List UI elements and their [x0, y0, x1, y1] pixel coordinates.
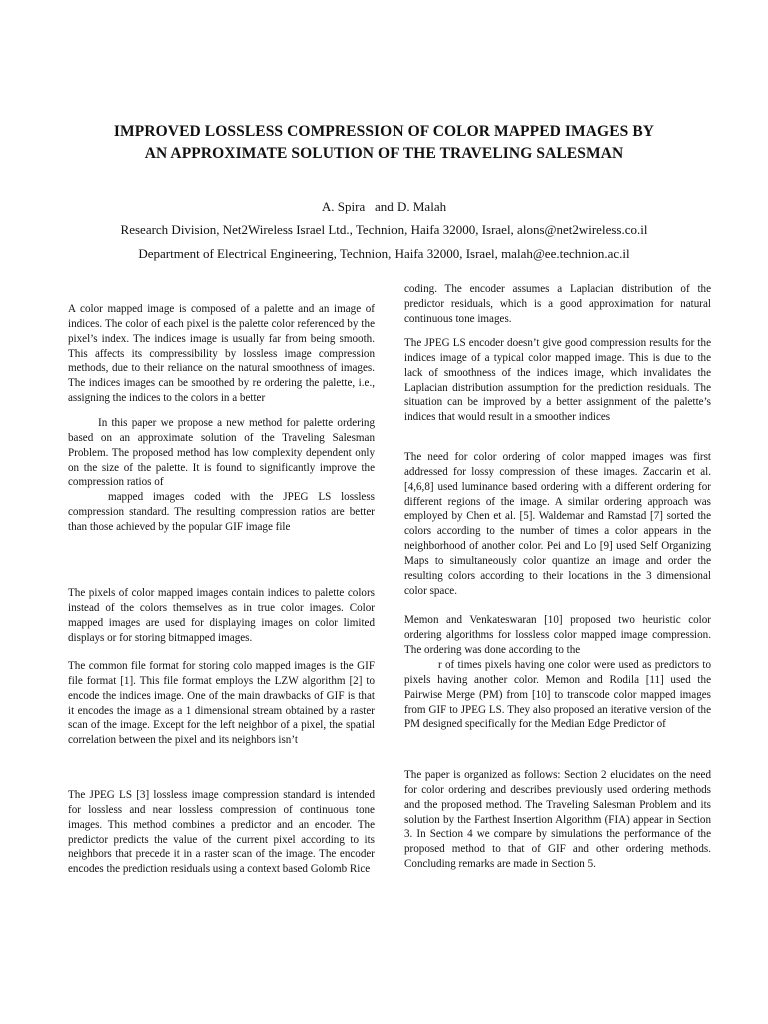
intro-paragraph-1: The pixels of color mapped images contain indices to palette colors instead of the colors themselves as in true color images. Color mapped images are used for displaying images on color limited displays or for storing bitmapped images. — [68, 587, 375, 644]
right-paragraph-2: The JPEG LS encoder doesn’t give good compression results for the indices image of a typical color mapped image. This is due to the lack of smoothness of the indices image, which invalidates the Laplacian distribution assumption for the prediction residuals. The situation can be improved by a better assignment of the palette’s indices that would result in a smoother indices — [404, 337, 711, 424]
abstract-paragraph-1: A color mapped image is composed of a palette and an image of indices. The color of each pixel is the palette color referenced by the pixel’s index. The indices image is usually far from being smooth. This affects its compressibility by lossless image compression methods, due to their reliance on the natural smoothness of images. The indices images can be smoothed by re ordering the palette, i.e., assigning the indices to the colors in a better — [68, 303, 375, 405]
right-paragraph-3: The need for color ordering of color mapped images was first addressed for lossy compression of these images. Zaccarin et al. [4,6,8] used luminance based ordering with a different ordering for different regions of the image. A similar ordering approach was employed by Chen et al. [5]. Waldemar and Ramstad [7] sorted the colors according to the number of times a color appears in the neighborhood of another color. Pei and Lo [9] used Self Organizing Maps to simultaneously color quantize an image and order the resulting colors according to their locations in the 3 dimensional color space. — [404, 451, 711, 597]
paper-title — [40, 121, 728, 165]
right-paragraph-5: r of times pixels having one color were used as predictors to pixels having another color. Memon and Rodila [11] used the Pairwise Merge (PM) from [10] to transcode color mapped images from GIF to JPEG LS. They also proposed an iterative version of the PM designed specifically for the Median Edge Predictor of — [404, 659, 711, 731]
title-line-1: IMPROVED LOSSLESS COMPRESSION OF COLOR MAPPED IMAGES BY — [113, 123, 655, 140]
intro-paragraph-2: The common file format for storing colo mapped images is the GIF file format [1]. This file format employs the LZW algorithm [2] to encode the indices image. One of the main drawbacks of GIF is that it encodes the image as a 1 dimensional stream obtained by a raster scan of the image. Except for the left neighbor of a pixel, the spatial correlation between the pixel and its neighbors isn’t — [68, 660, 375, 747]
affiliation-1: Research Division, Net2Wireless Israel Ltd., Technion, Haifa 32000, Israel, alons@net2wireless.co.il — [120, 222, 648, 237]
affiliation-2: Department of Electrical Engineering, Technion, Haifa 32000, Israel, malah@ee.technion.ac.il — [138, 246, 630, 261]
intro-paragraph-3: The JPEG LS [3] lossless image compression standard is intended for lossless and near lossless compression of continuous tone images. This method combines a predictor and an encoder. The predictor predicts the value of the current pixel according to its neighbors that precede it in a raster scan of the image. The encoder encodes the prediction residuals using a context based Golomb Rice — [68, 789, 375, 876]
abstract-paragraph-2: In this paper we propose a new method for palette ordering based on an approximate solution of the Traveling Salesman Problem. The proposed method has low complexity dependent only on the size of the palette. It is found to significantly improve the compression ratios of — [68, 417, 375, 489]
right-paragraph-1: coding. The encoder assumes a Laplacian distribution of the predictor residuals, which is a good approximation for natural continuous tone images. — [404, 283, 711, 325]
authors: A. Spira and D. Malah — [321, 199, 447, 214]
title-line-2: AN APPROXIMATE SOLUTION OF THE TRAVELING SALESMAN — [144, 145, 624, 162]
right-paragraph-6: The paper is organized as follows: Section 2 elucidates on the need for color ordering and describes previously used ordering methods and the proposed method. The Traveling Salesman Problem and its solution by the Farthest Insertion Algorithm (FIA) appear in Section 3. In Section 4 we compare by simulations the performance of the proposed method to that of GIF and other ordering methods. Concluding remarks are made in Section 5. — [404, 769, 711, 871]
abstract-paragraph-3: mapped images coded with the JPEG LS lossless compression standard. The resulting compression ratios are better than those achieved by the popular GIF image file — [68, 491, 375, 533]
right-paragraph-4: Memon and Venkateswaran [10] proposed two heuristic color ordering algorithms for lossless color mapped image compression. The ordering was done according to the — [404, 614, 711, 656]
